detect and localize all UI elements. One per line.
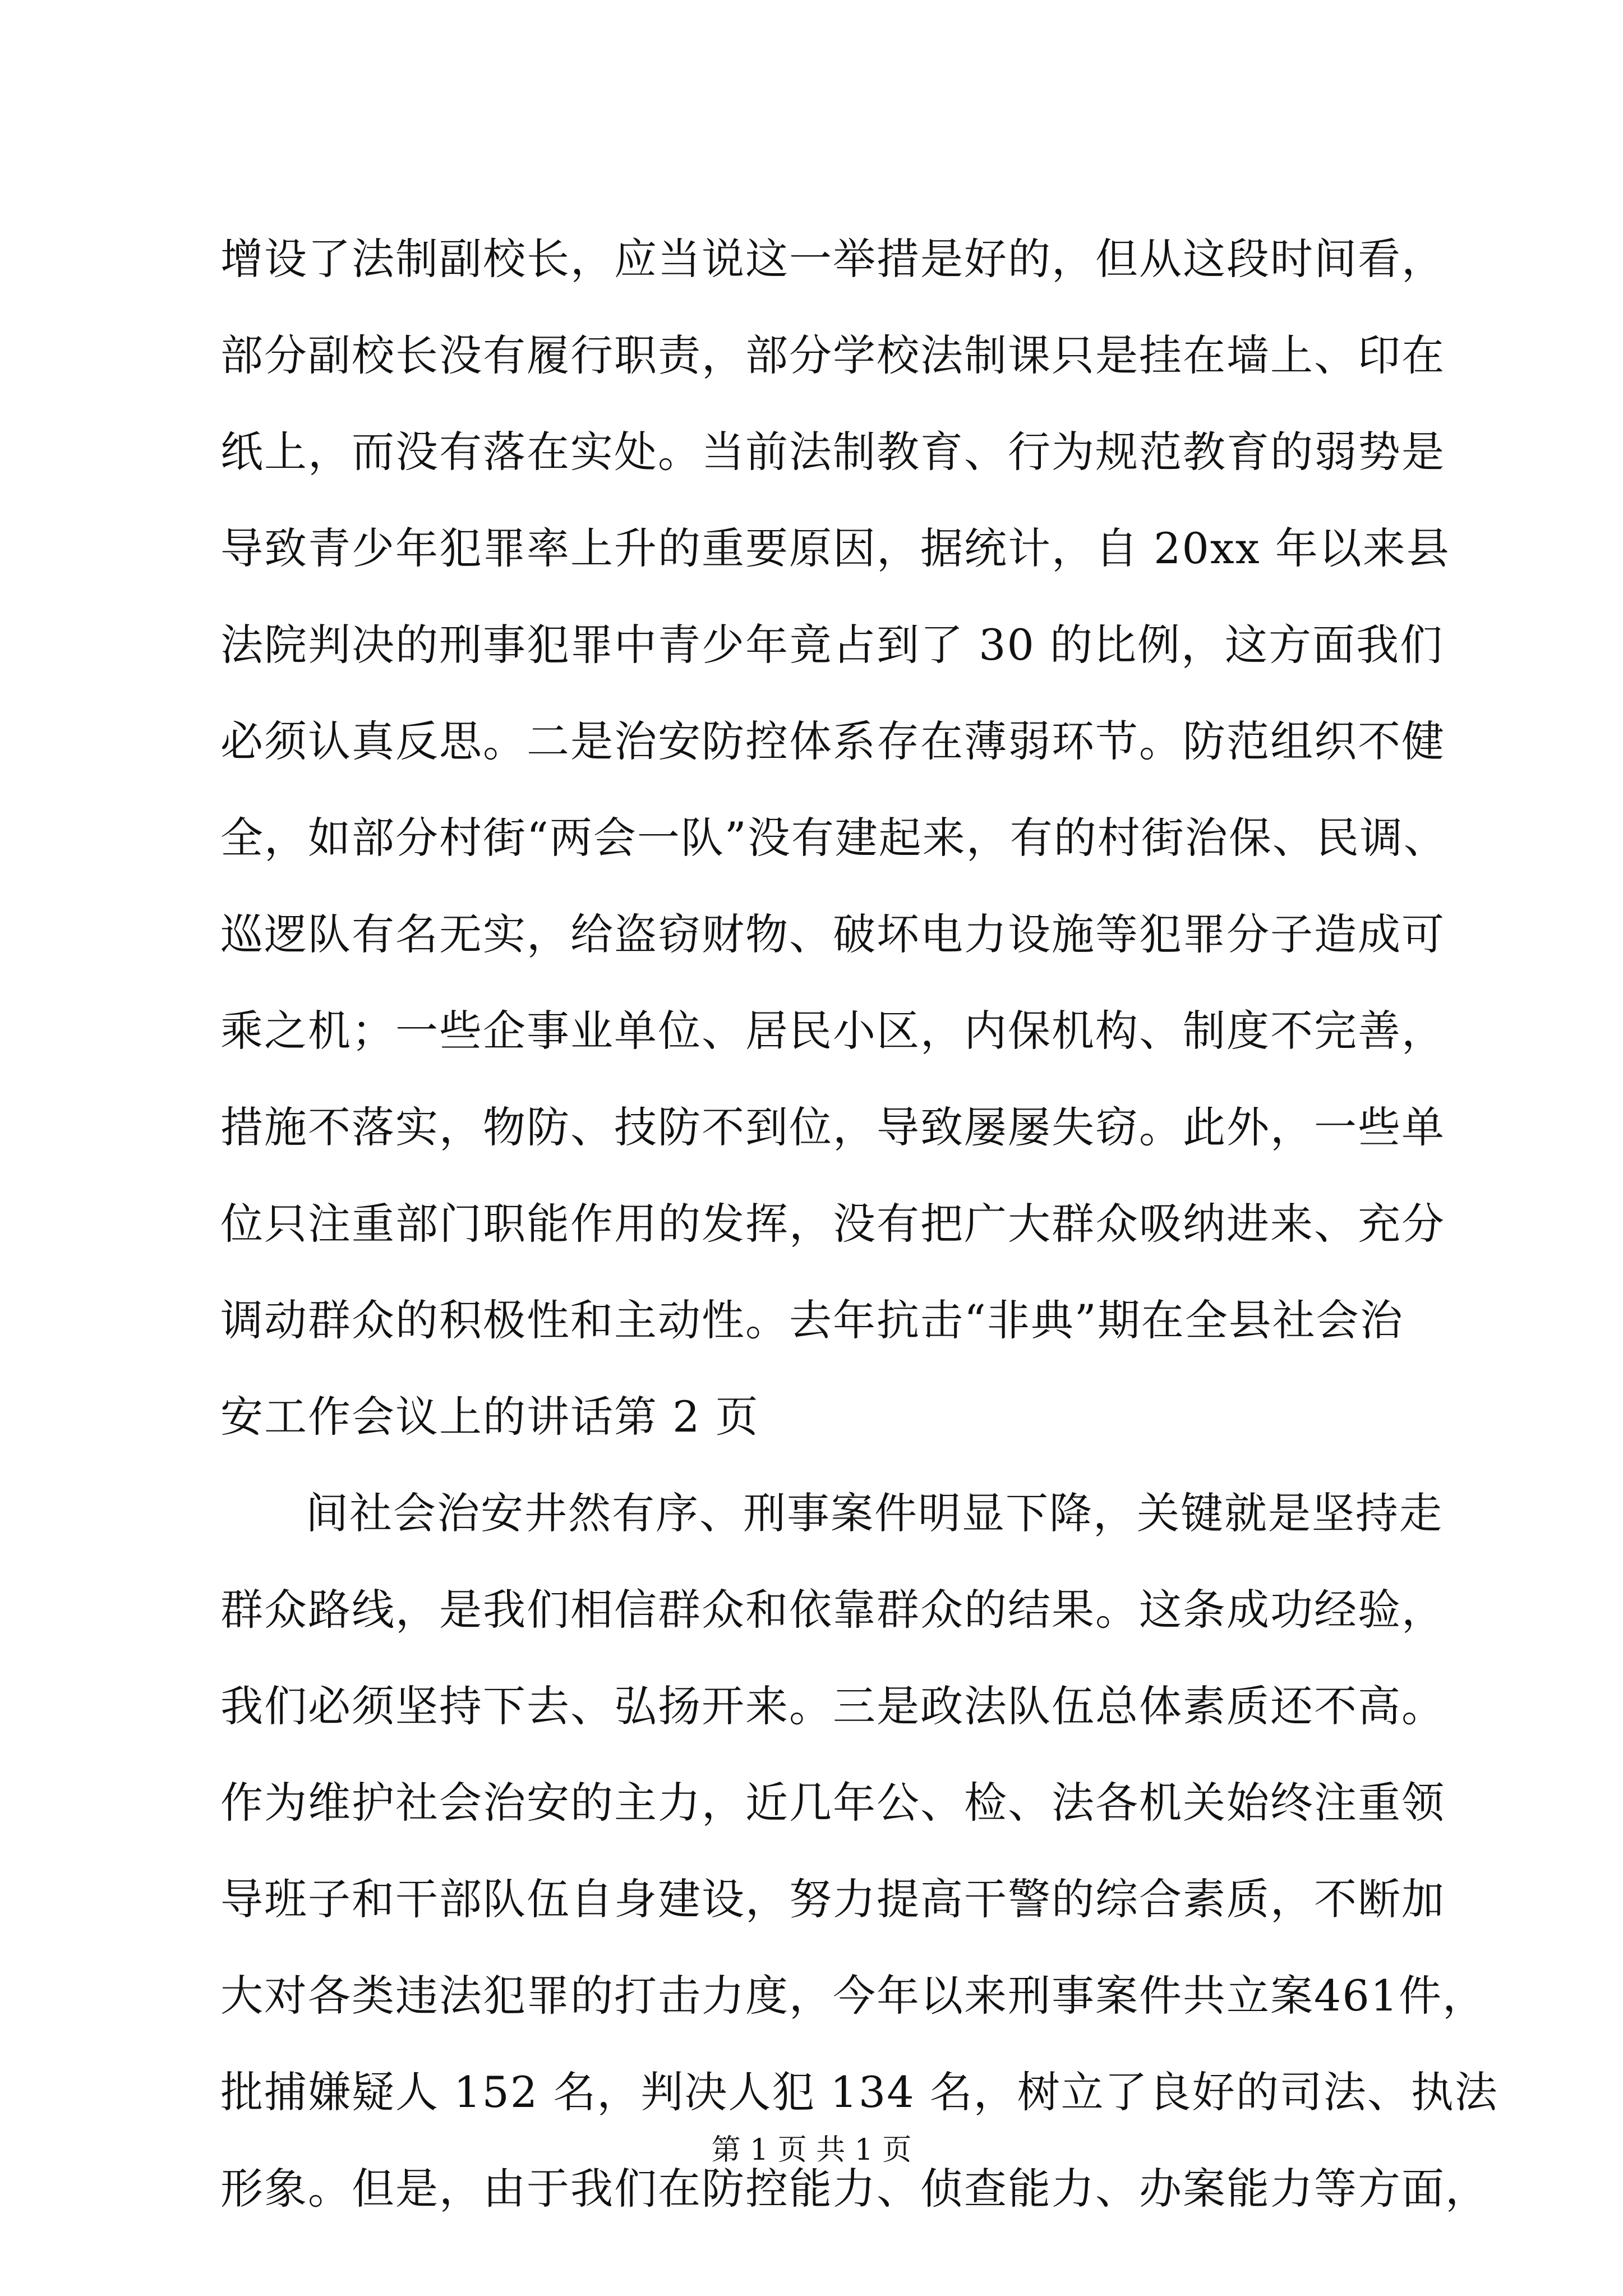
text-line: 全，如部分村街“两会一队”没有建起来，有的村街治保、民调、 [220, 813, 1447, 863]
text-line: 法院判决的刑事犯罪中青少年竟占到了 30 的比例，这方面我们 [220, 620, 1444, 670]
text-line: 形象。但是，由于我们在防控能力、侦查能力、办案能力等方面， [220, 2164, 1489, 2214]
text-line: 群众路线，是我们相信群众和依靠群众的结果。这条成功经验， [220, 1585, 1445, 1635]
text-line: 导班子和干部队伍自身建设，努力提高干警的综合素质，不断加 [220, 1874, 1445, 1924]
text-line: 导致青少年犯罪率上升的重要原因，据统计，自 20xx 年以来县 [220, 523, 1450, 573]
body-text [220, 211, 1498, 2237]
text-line: 批捕嫌疑人 152 名，判决人犯 134 名，树立了良好的司法、执法 [220, 2067, 1498, 2117]
page-footer: 第 1 页 共 1 页 [711, 2133, 912, 2167]
text-line: 安工作会议上的讲话第 2 页 [220, 1392, 759, 1442]
text-line: 调动群众的积极性和主动性。去年抗击“非典”期在全县社会治 [220, 1295, 1404, 1345]
text-line: 位只注重部门职能作用的发挥，没有把广大群众吸纳进来、充分 [220, 1199, 1445, 1249]
text-line: 作为维护社会治安的主力，近几年公、检、法各机关始终注重领 [220, 1778, 1445, 1828]
text-line: 乘之机；一些企事业单位、居民小区，内保机构、制度不完善， [220, 1006, 1445, 1056]
text-line: 我们必须坚持下去、弘扬开来。三是政法队伍总体素质还不高。 [220, 1681, 1445, 1731]
paragraph-first-line: 间社会治安井然有序、刑事案件明显下降，关键就是坚持走 [306, 1488, 1443, 1538]
text-line: 增设了法制副校长，应当说这一举措是好的，但从这段时间看， [220, 234, 1445, 284]
text-line: 巡逻队有名无实，给盗窃财物、破坏电力设施等犯罪分子造成可 [220, 909, 1445, 959]
text-line: 部分副校长没有履行职责，部分学校法制课只是挂在墙上、印在 [220, 330, 1445, 380]
text-line: 必须认真反思。二是治安防控体系存在薄弱环节。防范组织不健 [220, 716, 1445, 766]
text-line: 大对各类违法犯罪的打击力度，今年以来刑事案件共立案461件， [220, 1971, 1487, 2021]
text-line: 措施不落实，物防、技防不到位，导致屡屡失窃。此外，一些单 [220, 1102, 1445, 1152]
text-line: 纸上，而没有落在实处。当前法制教育、行为规范教育的弱势是 [220, 427, 1445, 477]
